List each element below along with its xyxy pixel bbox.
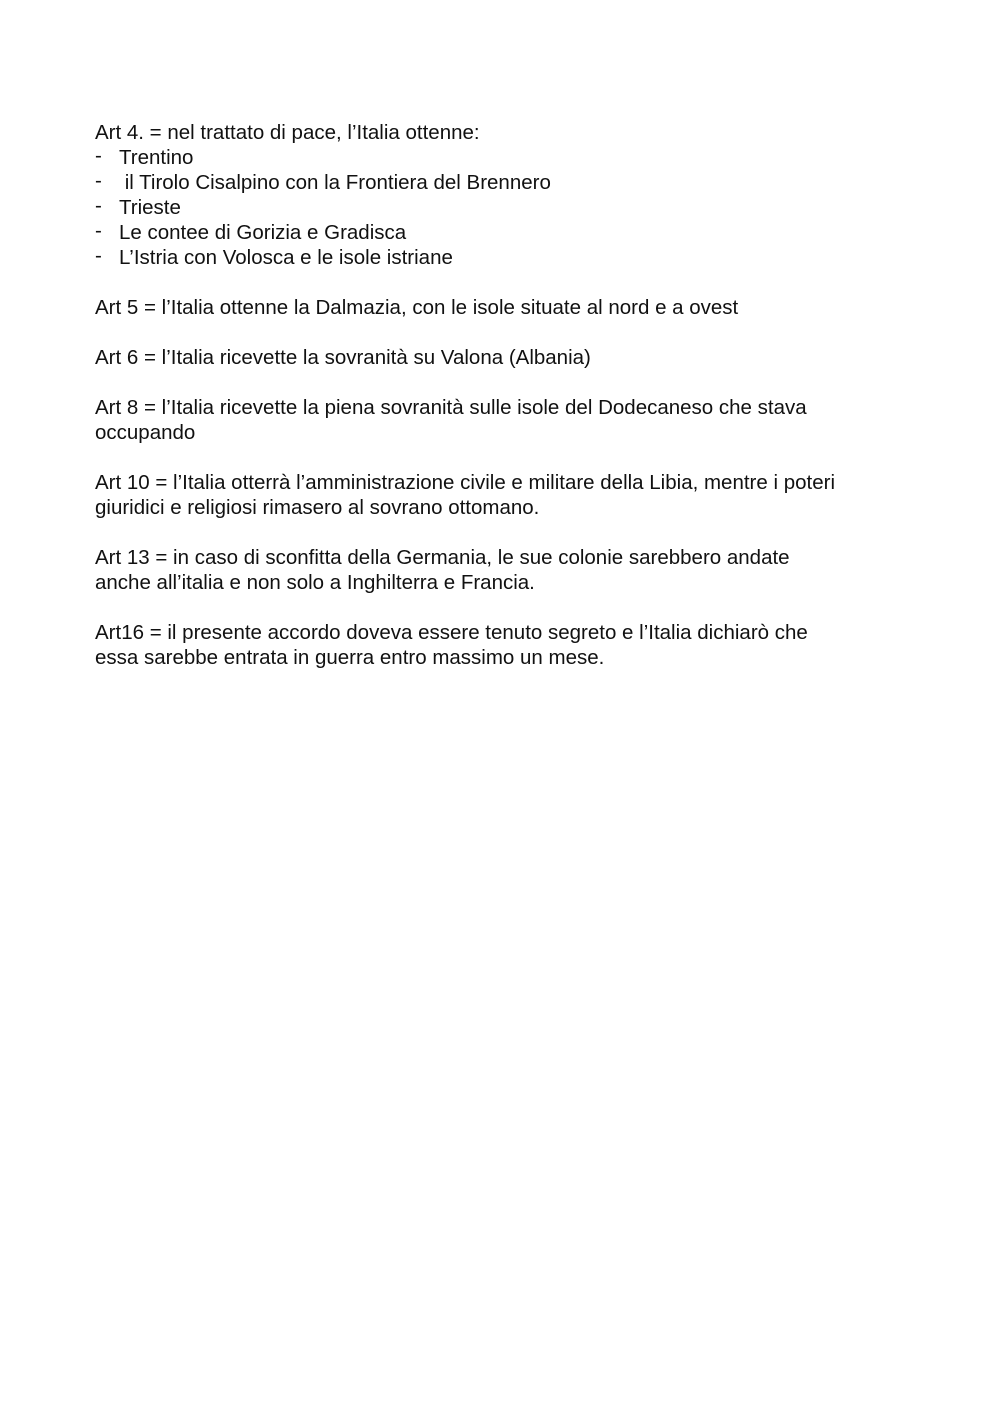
- art10-paragraph: Art 10 = l’Italia otterrà l’amministrazione civile e militare della Libia, mentre i poteri giuridici e religiosi rimasero al sovrano ottomano.: [95, 471, 836, 519]
- list-item: - L’Istria con Volosca e le isole istriane: [95, 244, 453, 269]
- document-page: [95, 120, 915, 670]
- list-item: - il Tirolo Cisalpino con la Frontiera del Brennero: [95, 169, 551, 194]
- bullet-dash: -: [95, 219, 102, 242]
- bullet-dash: -: [95, 194, 102, 217]
- list-item: - Trentino: [95, 144, 194, 169]
- art8-paragraph: Art 8 = l’Italia ricevette la piena sovranità sulle isole del Dodecaneso che stava occupando: [95, 396, 807, 444]
- art5-paragraph: Art 5 = l’Italia ottenne la Dalmazia, con le isole situate al nord e a ovest: [95, 296, 739, 319]
- art13-paragraph: Art 13 = in caso di sconfitta della Germania, le sue colonie sarebbero andate anche all’italia e non solo a Inghilterra e Francia.: [95, 546, 790, 594]
- bullet-dash: -: [95, 244, 102, 267]
- art4-list: [95, 145, 915, 270]
- bullet-dash: -: [95, 169, 102, 192]
- art16-paragraph: Art16 = il presente accordo doveva essere tenuto segreto e l’Italia dichiarò che essa sarebbe entrata in guerra entro massimo un mese.: [95, 621, 808, 669]
- list-item: - Trieste: [95, 194, 181, 219]
- bullet-dash: -: [95, 144, 102, 167]
- art6-paragraph: Art 6 = l’Italia ricevette la sovranità su Valona (Albania): [95, 346, 591, 369]
- list-item: - Le contee di Gorizia e Gradisca: [95, 219, 407, 244]
- art4-intro: Art 4. = nel trattato di pace, l’Italia ottenne:: [95, 121, 480, 144]
